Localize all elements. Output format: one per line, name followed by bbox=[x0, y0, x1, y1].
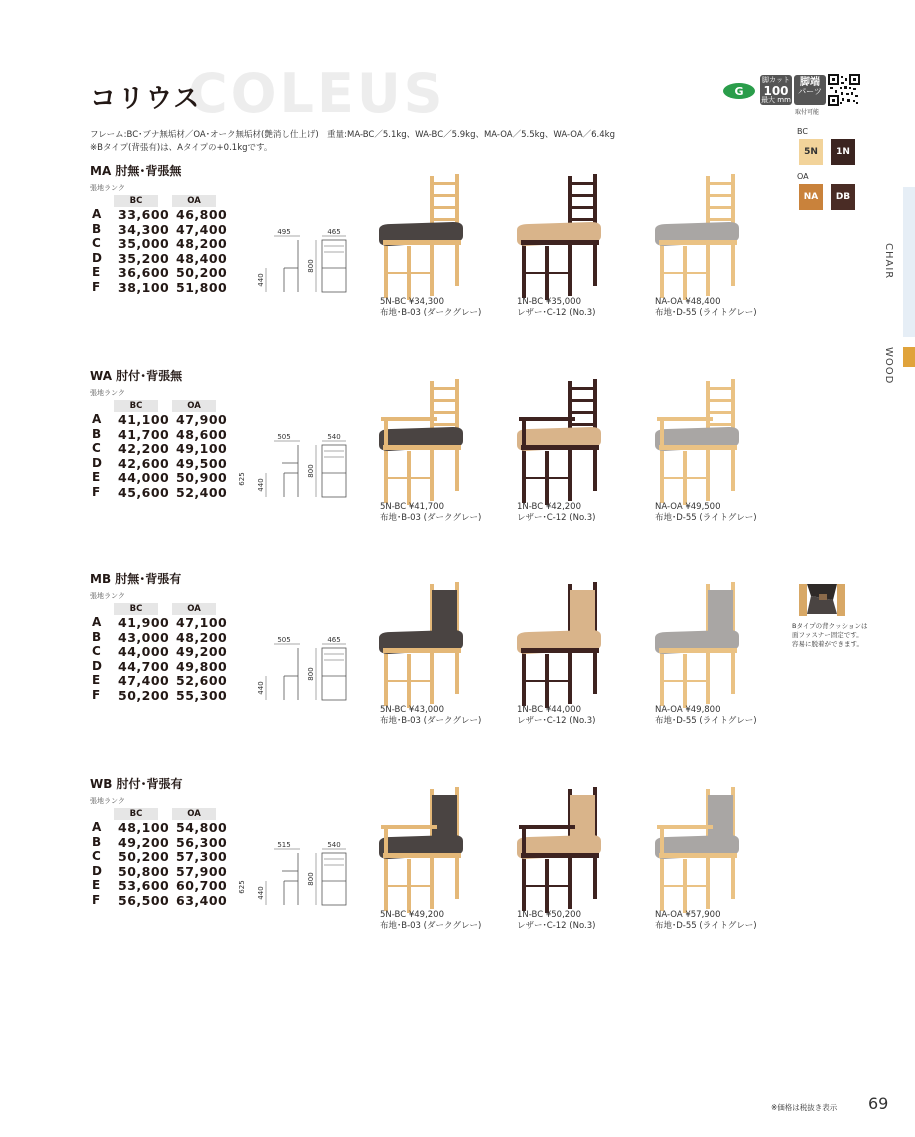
side-label-chair: CHAIR bbox=[883, 243, 894, 280]
price-cell: 41,100 bbox=[118, 412, 170, 427]
price-cell: 44,000 bbox=[118, 470, 170, 486]
rank-letter: A bbox=[92, 820, 102, 834]
spec-description: フレーム:BC･ブナ無垢材／OA･オーク無垢材(艶消し仕上げ) 重量:MA-BC／5.1kg、WA-BC／5.9kg、MA-OA／5.5kg、WA-OA／6.4kg ※Bタイプ(背張有)は、Aタイプの+0.1kgです。 bbox=[90, 130, 615, 153]
rank-letter: A bbox=[92, 207, 102, 221]
price-cell: 49,200 bbox=[118, 834, 170, 850]
dimension-label: 800 bbox=[307, 872, 315, 886]
dimension-label: 625 bbox=[238, 472, 246, 486]
section-title: MA 肘無･背張無 bbox=[90, 164, 182, 178]
rank-letter: F bbox=[92, 893, 101, 907]
swatch-5n: 5N bbox=[799, 139, 823, 165]
price-cell: 48,400 bbox=[176, 250, 228, 266]
swatch-label-oa: OA bbox=[797, 172, 809, 181]
side-tab-wood bbox=[903, 347, 915, 367]
product-caption bbox=[380, 910, 481, 932]
chair-image bbox=[513, 785, 608, 915]
dimension-drawing bbox=[236, 433, 356, 508]
price-cell: 49,800 bbox=[176, 658, 228, 674]
product-fabric: レザー･C-12 (No.3) bbox=[517, 513, 596, 523]
product-caption bbox=[380, 297, 481, 319]
price-cell: 55,300 bbox=[176, 688, 228, 703]
dimension-label: 800 bbox=[307, 259, 315, 273]
svg-text:G: G bbox=[734, 85, 744, 98]
product-model-price: NA-OA ¥57,900 bbox=[655, 910, 721, 920]
price-cell: 56,500 bbox=[118, 893, 170, 908]
price-cell: 43,000 bbox=[118, 629, 170, 645]
price-cell: 44,700 bbox=[118, 658, 170, 674]
product-model-price: NA-OA ¥49,500 bbox=[655, 502, 721, 512]
price-cell: 47,900 bbox=[176, 412, 228, 427]
dimension-label: 800 bbox=[307, 464, 315, 478]
chair-image bbox=[651, 377, 746, 507]
price-cell: 45,600 bbox=[118, 485, 170, 500]
price-cell: 35,000 bbox=[118, 236, 170, 252]
rank-letter: C bbox=[92, 236, 101, 251]
price-column-header: OA bbox=[172, 808, 216, 820]
rank-letter: F bbox=[92, 688, 101, 702]
price-cell: 52,600 bbox=[176, 673, 228, 689]
swatch-label-bc: BC bbox=[797, 127, 808, 136]
rank-letter: B bbox=[92, 834, 102, 849]
product-fabric: 布地･D-55 (ライトグレー) bbox=[655, 308, 757, 318]
product-model-price: 1N-BC ¥42,200 bbox=[517, 502, 581, 512]
product-fabric: 布地･D-55 (ライトグレー) bbox=[655, 921, 757, 931]
price-column-header: BC bbox=[114, 603, 158, 615]
leg-parts-badge: 脚端 パーツ bbox=[794, 75, 826, 105]
g-mark-icon bbox=[722, 82, 756, 100]
dimension-label: 540 bbox=[327, 433, 341, 441]
price-cell: 60,700 bbox=[176, 878, 228, 894]
price-column-header: BC bbox=[114, 808, 158, 820]
price-cell: 49,200 bbox=[176, 644, 228, 660]
dimension-drawing bbox=[236, 636, 356, 711]
swatch-na: NA bbox=[799, 184, 823, 210]
price-cell: 34,300 bbox=[118, 221, 170, 237]
b-type-note: Bタイプの背クッションは 面ファスナー固定です。 容易に脱着ができます。 bbox=[792, 622, 868, 648]
dimension-label: 440 bbox=[257, 886, 265, 900]
price-cell: 50,200 bbox=[118, 688, 170, 703]
chair-image bbox=[375, 785, 470, 915]
price-cell: 38,100 bbox=[118, 280, 170, 295]
price-cell: 57,300 bbox=[176, 849, 228, 865]
rank-letter: E bbox=[92, 265, 101, 280]
chair-image bbox=[375, 580, 470, 710]
price-cell: 50,200 bbox=[118, 849, 170, 865]
rank-letter: E bbox=[92, 470, 101, 485]
product-fabric: レザー･C-12 (No.3) bbox=[517, 308, 596, 318]
price-cell: 41,900 bbox=[118, 615, 170, 630]
product-caption bbox=[517, 502, 595, 524]
dimension-label: 465 bbox=[327, 636, 341, 644]
dimension-label: 440 bbox=[257, 681, 265, 695]
product-caption bbox=[517, 297, 595, 319]
price-cell: 53,600 bbox=[118, 878, 170, 894]
badge-note: 取付可能 bbox=[795, 109, 820, 116]
price-cell: 50,800 bbox=[118, 863, 170, 879]
rank-letter: B bbox=[92, 629, 102, 644]
price-cell: 50,200 bbox=[176, 265, 228, 281]
side-tab-chair bbox=[903, 187, 915, 337]
price-cell: 36,600 bbox=[118, 265, 170, 281]
product-model-price: 5N-BC ¥41,700 bbox=[380, 502, 444, 512]
product-caption bbox=[655, 297, 757, 319]
product-fabric: 布地･B-03 (ダークグレー) bbox=[380, 308, 482, 318]
price-column-header: BC bbox=[114, 400, 158, 412]
price-cell: 56,300 bbox=[176, 834, 228, 850]
section-title: WA 肘付･背張無 bbox=[90, 369, 183, 383]
dimension-drawing bbox=[236, 841, 356, 916]
rank-letter: A bbox=[92, 412, 102, 426]
section-title: MB 肘無･背張有 bbox=[90, 572, 182, 586]
rank-letter: E bbox=[92, 673, 101, 688]
product-caption bbox=[655, 910, 757, 932]
dimension-label: 465 bbox=[327, 228, 341, 236]
product-caption bbox=[655, 502, 757, 524]
rank-letter: D bbox=[92, 250, 102, 265]
price-cell: 63,400 bbox=[176, 893, 228, 908]
rank-letter: C bbox=[92, 441, 101, 456]
product-fabric: レザー･C-12 (No.3) bbox=[517, 921, 596, 931]
rank-letter: F bbox=[92, 485, 101, 499]
price-column-header: OA bbox=[172, 400, 216, 412]
swatch-1n: 1N bbox=[831, 139, 855, 165]
dimension-label: 505 bbox=[277, 433, 291, 441]
leg-cut-badge: 脚カット 100 最大 mm bbox=[761, 76, 791, 104]
rank-label: 張地ランク bbox=[90, 797, 125, 805]
product-caption bbox=[517, 910, 595, 932]
chair-image bbox=[375, 377, 470, 507]
product-caption bbox=[380, 705, 481, 727]
cushion-detail-image bbox=[797, 580, 849, 618]
product-model-price: NA-OA ¥49,800 bbox=[655, 705, 721, 715]
product-caption bbox=[655, 705, 757, 727]
product-caption bbox=[380, 502, 481, 524]
price-cell: 44,000 bbox=[118, 644, 170, 660]
rank-label: 張地ランク bbox=[90, 592, 125, 600]
price-cell: 42,200 bbox=[118, 441, 170, 457]
price-column-header: OA bbox=[172, 195, 216, 207]
product-caption bbox=[517, 705, 595, 727]
section-title: WB 肘付･背張有 bbox=[90, 777, 183, 791]
product-model-price: 5N-BC ¥43,000 bbox=[380, 705, 444, 715]
price-cell: 35,200 bbox=[118, 250, 170, 266]
rank-letter: A bbox=[92, 615, 102, 629]
price-cell: 48,200 bbox=[176, 236, 228, 252]
price-cell: 41,700 bbox=[118, 426, 170, 442]
price-cell: 49,500 bbox=[176, 455, 228, 471]
product-model-price: 1N-BC ¥44,000 bbox=[517, 705, 581, 715]
tax-note: ※価格は税抜き表示 bbox=[771, 1103, 838, 1112]
price-cell: 50,900 bbox=[176, 470, 228, 486]
price-column-header: BC bbox=[114, 195, 158, 207]
price-cell: 47,400 bbox=[176, 221, 228, 237]
price-cell: 42,600 bbox=[118, 455, 170, 471]
chair-image bbox=[651, 580, 746, 710]
product-fabric: 布地･B-03 (ダークグレー) bbox=[380, 716, 482, 726]
dimension-label: 540 bbox=[327, 841, 341, 849]
rank-letter: B bbox=[92, 221, 102, 236]
chair-image bbox=[651, 172, 746, 302]
chair-image bbox=[651, 785, 746, 915]
rank-letter: D bbox=[92, 863, 102, 878]
price-cell: 52,400 bbox=[176, 485, 228, 500]
page-number: 69 bbox=[868, 1094, 889, 1113]
dimension-label: 440 bbox=[257, 273, 265, 287]
rank-letter: C bbox=[92, 644, 101, 659]
page-title: コリウス bbox=[90, 84, 202, 114]
price-cell: 51,800 bbox=[176, 280, 228, 295]
product-fabric: 布地･B-03 (ダークグレー) bbox=[380, 513, 482, 523]
rank-letter: F bbox=[92, 280, 101, 294]
price-cell: 54,800 bbox=[176, 820, 228, 835]
chair-image bbox=[513, 172, 608, 302]
chair-image bbox=[375, 172, 470, 302]
product-fabric: レザー･C-12 (No.3) bbox=[517, 716, 596, 726]
price-cell: 48,100 bbox=[118, 820, 170, 835]
price-cell: 57,900 bbox=[176, 863, 228, 879]
dimension-label: 800 bbox=[307, 667, 315, 681]
side-label-wood: WOOD bbox=[883, 347, 894, 385]
rank-letter: D bbox=[92, 658, 102, 673]
product-model-price: NA-OA ¥48,400 bbox=[655, 297, 721, 307]
rank-label: 張地ランク bbox=[90, 389, 125, 397]
chair-image bbox=[513, 580, 608, 710]
price-cell: 47,100 bbox=[176, 615, 228, 630]
dimension-label: 495 bbox=[277, 228, 291, 236]
dimension-label: 505 bbox=[277, 636, 291, 644]
dimension-drawing bbox=[236, 228, 356, 303]
product-model-price: 1N-BC ¥35,000 bbox=[517, 297, 581, 307]
product-model-price: 1N-BC ¥50,200 bbox=[517, 910, 581, 920]
price-cell: 33,600 bbox=[118, 207, 170, 222]
rank-letter: B bbox=[92, 426, 102, 441]
price-column-header: OA bbox=[172, 603, 216, 615]
price-cell: 48,600 bbox=[176, 426, 228, 442]
product-model-price: 5N-BC ¥34,300 bbox=[380, 297, 444, 307]
qr-code-icon[interactable] bbox=[828, 74, 860, 106]
rank-letter: C bbox=[92, 849, 101, 864]
rank-letter: D bbox=[92, 455, 102, 470]
dimension-label: 625 bbox=[238, 880, 246, 894]
price-cell: 46,800 bbox=[176, 207, 228, 222]
product-fabric: 布地･D-55 (ライトグレー) bbox=[655, 716, 757, 726]
product-fabric: 布地･D-55 (ライトグレー) bbox=[655, 513, 757, 523]
price-cell: 47,400 bbox=[118, 673, 170, 689]
rank-letter: E bbox=[92, 878, 101, 893]
dimension-label: 440 bbox=[257, 478, 265, 492]
chair-image bbox=[513, 377, 608, 507]
price-cell: 49,100 bbox=[176, 441, 228, 457]
dimension-label: 515 bbox=[277, 841, 291, 849]
title-english: COLEUS bbox=[188, 62, 446, 125]
swatch-db: DB bbox=[831, 184, 855, 210]
product-model-price: 5N-BC ¥49,200 bbox=[380, 910, 444, 920]
rank-label: 張地ランク bbox=[90, 184, 125, 192]
price-cell: 48,200 bbox=[176, 629, 228, 645]
product-fabric: 布地･B-03 (ダークグレー) bbox=[380, 921, 482, 931]
